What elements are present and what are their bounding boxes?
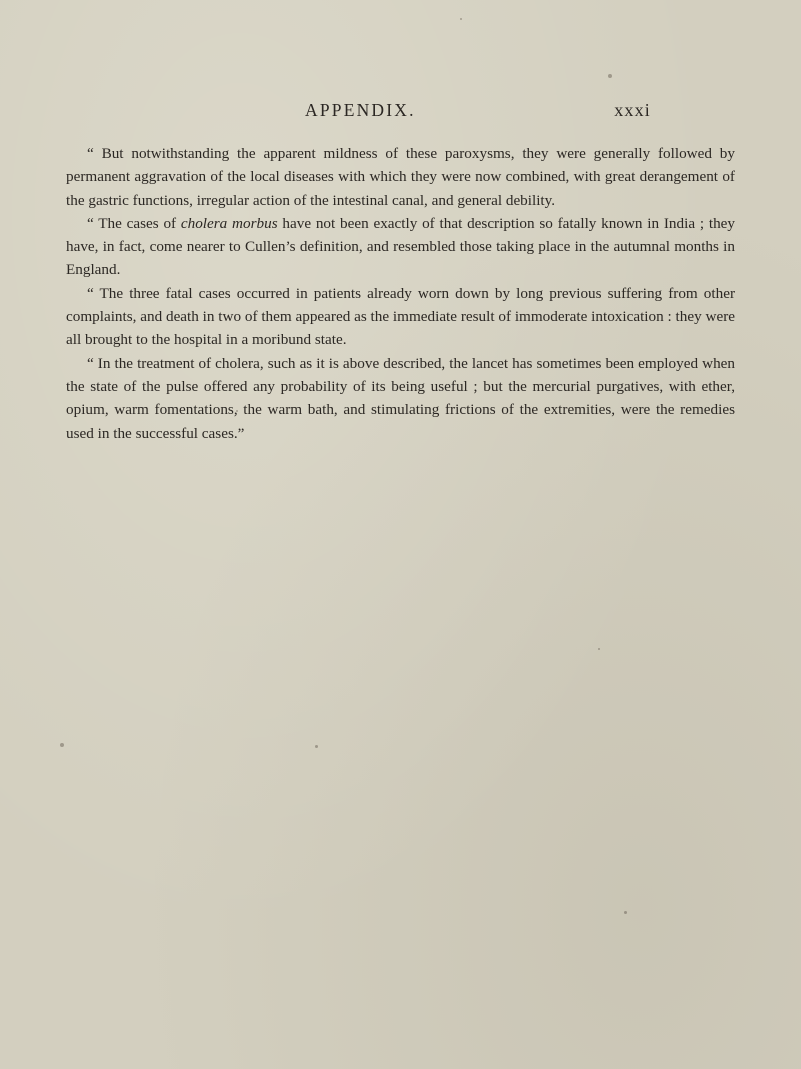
paper-speck <box>598 648 600 650</box>
body-text <box>66 142 735 445</box>
paragraph-1: “ But notwithstanding the apparent mildness of these paroxysms, they were generally followed by permanent aggravation of the local diseases with which they were now combined, with great derangement of the gastric functions, irregular action of the intestinal canal, and general debility. <box>66 145 735 209</box>
paragraph-2 <box>66 212 735 282</box>
paragraph-4: “ In the treatment of cholera, such as it is above described, the lancet has sometimes been employed when the state of the pulse offered any probability of its being useful ; but the mercurial purgatives, with ether, opium, warm fomentations, the warm bath, and stimulating frictions of the extremities, were the remedies used in the successful cases.” <box>66 354 735 442</box>
page-number: xxxi <box>614 100 651 120</box>
paper-speck <box>315 745 318 748</box>
running-head-title: APPENDIX. <box>305 100 416 120</box>
paper-speck <box>60 743 64 747</box>
paper-speck <box>236 410 238 412</box>
paper-speck <box>624 911 627 914</box>
paper-speck <box>460 18 462 20</box>
running-head <box>305 100 651 128</box>
paragraph-3: “ The three fatal cases occurred in patients already worn down by long previous suffering from other complaints, and death in two of them appeared as the immediate result of immoderate intoxication : they were all brought to the hospital in a moribund state. <box>66 284 735 349</box>
paragraph-2-italic-term: cholera morbus <box>180 214 278 232</box>
paragraph-2-rest: have not been exactly of that description so fatally known in India ; they have, in fact, come nearer to Cullen’s definition, and resembled those taking place in the autumnal months in England. <box>66 214 735 279</box>
paper-speck <box>608 74 612 78</box>
paragraph-2-lead: “ The cases of <box>87 214 181 232</box>
